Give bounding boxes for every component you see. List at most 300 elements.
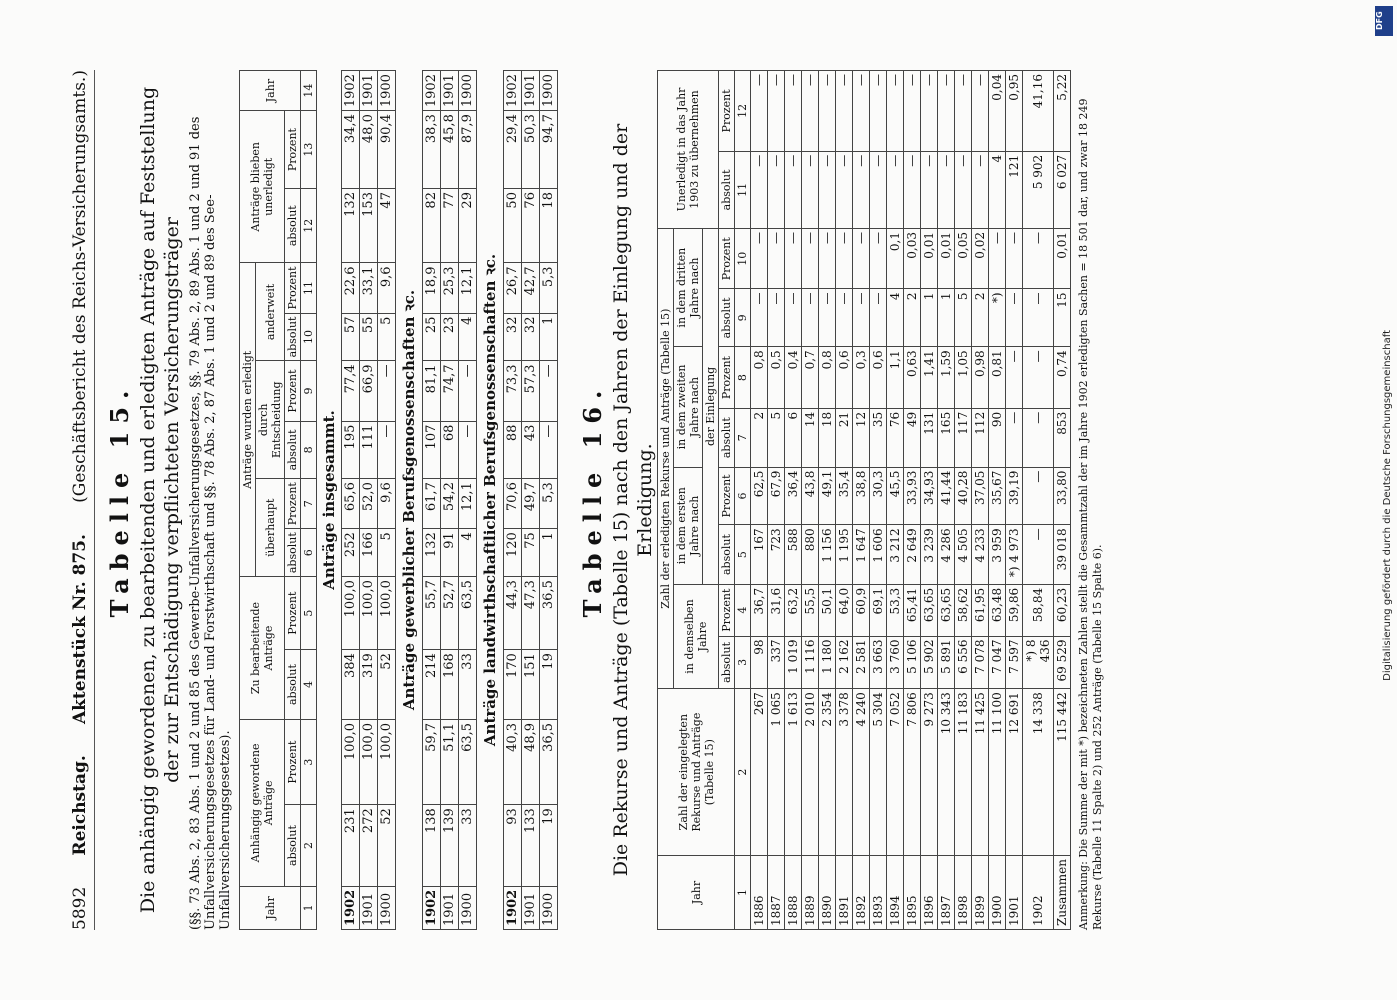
t16-absolut-header: absolut: [719, 289, 735, 347]
table-cell: 1898: [955, 856, 972, 930]
table-cell: 1,05: [955, 347, 972, 408]
t16-col-derselben: in demselben Jahre: [674, 584, 719, 688]
total-cell: 60,23: [1054, 584, 1071, 636]
table-cell: —: [802, 151, 819, 228]
table-cell: 0,01: [938, 228, 955, 289]
table-cell: 40,3: [504, 719, 522, 804]
table-cell: 231: [342, 805, 360, 887]
table15-title: Tabelle 15.: [105, 382, 134, 618]
table15-note: (§§. 73 Abs. 2, 83 Abs. 1 und 2 und 85 des Gewerbe-Unfallversicherungsgesetzes, §§. 79 Abs. 2, 89 Abs. 1 und 2 und 91 des Unfallversicherungsgesetzes für Land- und Forstwirthschaft und §§. 78 Abs. 2, 87 Abs. 1 und 2 und 89 des See-Unfallversicherungsgesetzes).: [188, 116, 233, 930]
t15-absolut-header: absolut: [285, 313, 301, 361]
table-cell: 5 106: [904, 636, 921, 689]
total-cell: 15: [1054, 289, 1071, 347]
table-cell: 214: [423, 650, 441, 720]
table-cell: 88: [504, 421, 522, 479]
table-cell: 0,1: [887, 228, 904, 289]
table-cell: 168: [441, 650, 459, 720]
table-cell: 1902: [423, 886, 441, 929]
table-cell: —: [802, 289, 819, 347]
header-right: (Geschäftsbericht des Reichs-Versicherungsamts.): [70, 70, 90, 503]
table-cell: —: [459, 421, 477, 479]
table-cell: 93: [504, 805, 522, 887]
table-cell: 14: [802, 408, 819, 467]
table-cell: 1891: [836, 856, 853, 930]
table-cell: 1 606: [870, 525, 887, 585]
t16-colnum: 9: [735, 289, 751, 347]
t16-col-jahr: Jahr: [658, 856, 735, 930]
table-cell: 73,3: [504, 361, 522, 421]
table-cell: 54,2: [441, 479, 459, 529]
table-cell: —: [921, 151, 938, 228]
table-cell: 29,4: [504, 111, 522, 189]
table-row: [904, 71, 921, 930]
t15-absolut-header: absolut: [285, 650, 301, 720]
table-cell: 51,1: [441, 719, 459, 804]
t15-absolut-header: absolut: [285, 421, 301, 479]
table-cell: 33: [459, 650, 477, 720]
table-cell: 29: [459, 189, 477, 263]
total-cell: 39 018: [1054, 525, 1071, 585]
table-cell: 121: [1006, 151, 1023, 228]
table-row: [360, 71, 378, 930]
table-cell: 0,98: [972, 347, 989, 408]
table-cell: 5 902: [921, 636, 938, 689]
table-cell: 4 233: [972, 525, 989, 585]
table-cell: 4 286: [938, 525, 955, 585]
table-cell: 35,67: [989, 467, 1006, 525]
table-cell: 45,5: [887, 467, 904, 525]
table-cell: 0,6: [836, 347, 853, 408]
t15-colnum: 6: [301, 529, 317, 577]
table-cell: 100,0: [342, 577, 360, 650]
table-cell: —: [768, 71, 785, 152]
table-cell: 3 378: [836, 689, 853, 856]
table-cell: 25: [423, 313, 441, 361]
table-cell: 63,65: [938, 584, 955, 636]
table-cell: 52,7: [441, 577, 459, 650]
table-row: [853, 71, 870, 930]
table-cell: 63,2: [785, 584, 802, 636]
table-cell: —: [540, 421, 558, 479]
t15-col-jahr: Jahr: [240, 886, 301, 929]
header-doc: Aktenstück Nr. 875.: [70, 534, 90, 725]
table-cell: 48,9: [522, 719, 540, 804]
table-cell: 32: [504, 313, 522, 361]
table-cell: —: [938, 151, 955, 228]
table-cell: —: [459, 361, 477, 421]
table-cell: 880: [802, 525, 819, 585]
table-cell: 1,1: [887, 347, 904, 408]
table-cell: *): [989, 289, 1006, 347]
total-cell: 853: [1054, 408, 1071, 467]
table-cell: 1901: [441, 71, 459, 111]
table-cell: 36,4: [785, 467, 802, 525]
table-cell: 52: [378, 650, 396, 720]
table-cell: 0,8: [819, 347, 836, 408]
table-row: [1006, 71, 1023, 930]
table-cell: 14 338: [1023, 689, 1054, 856]
t15-section-row: [396, 71, 423, 930]
table-cell: 6: [785, 408, 802, 467]
table-cell: 100,0: [378, 719, 396, 804]
table-cell: 0,02: [972, 228, 989, 289]
table-cell: —: [870, 151, 887, 228]
table-cell: 36,5: [540, 719, 558, 804]
t16-colnum: 1: [735, 856, 751, 930]
table-cell: —: [819, 228, 836, 289]
table-cell: 41,16: [1023, 71, 1054, 152]
t15-absolut-header: absolut: [285, 529, 301, 577]
table-cell: 59,86: [1006, 584, 1023, 636]
table-cell: 47: [378, 189, 396, 263]
t15-col-ueberhaupt: überhaupt: [256, 479, 285, 577]
t15-col-jahr-right: Jahr: [240, 71, 301, 111]
table-cell: 12,1: [459, 479, 477, 529]
t15-prozent-header: Prozent: [285, 577, 301, 650]
table-cell: —: [1006, 347, 1023, 408]
table-cell: 12 691: [1006, 689, 1023, 856]
table-cell: 45,8: [441, 111, 459, 189]
table-cell: 1902: [423, 71, 441, 111]
t16-colnum: 6: [735, 467, 751, 525]
table-cell: 1900: [989, 856, 1006, 930]
table-cell: 60,9: [853, 584, 870, 636]
t15-section-label: Anträge insgesammt.: [317, 71, 342, 930]
table-cell: —: [836, 71, 853, 152]
table-cell: 112: [972, 408, 989, 467]
t16-absolut-header: absolut: [719, 408, 735, 467]
table-row: [955, 71, 972, 930]
table-cell: 65,41: [904, 584, 921, 636]
table-cell: —: [1023, 408, 1054, 467]
t16-prozent-header: Prozent: [719, 347, 735, 408]
table-cell: —: [378, 361, 396, 421]
table-cell: —: [904, 151, 921, 228]
table-cell: —: [870, 228, 887, 289]
table-cell: 1 116: [802, 636, 819, 689]
table-cell: —: [751, 151, 768, 228]
table-cell: —: [836, 289, 853, 347]
table-cell: 2 581: [853, 636, 870, 689]
table-cell: 4: [459, 313, 477, 361]
table-cell: 100,0: [342, 719, 360, 804]
table-cell: 63,65: [921, 584, 938, 636]
table-cell: —: [751, 228, 768, 289]
table-cell: 31,6: [768, 584, 785, 636]
table-cell: 63,5: [459, 719, 477, 804]
table-cell: 167: [751, 525, 768, 585]
table-cell: 7 806: [904, 689, 921, 856]
table-cell: —: [819, 289, 836, 347]
table-cell: 77: [441, 189, 459, 263]
table-cell: —: [819, 71, 836, 152]
table-cell: 6 556: [955, 636, 972, 689]
table-cell: 9 273: [921, 689, 938, 856]
total-cell: 115 442: [1054, 689, 1071, 856]
table-cell: 1,41: [921, 347, 938, 408]
table-cell: *) 8 436: [1023, 636, 1054, 689]
table-cell: 91: [441, 529, 459, 577]
table-row: [921, 71, 938, 930]
table-cell: 165: [938, 408, 955, 467]
table-cell: 65,6: [342, 479, 360, 529]
t15-col-unerledigt: Anträge blieben unerledigt: [240, 111, 285, 263]
table-row: [540, 71, 558, 930]
table-cell: —: [1023, 347, 1054, 408]
table-cell: —: [972, 71, 989, 152]
table-cell: 18,9: [423, 263, 441, 313]
table-cell: 133: [522, 805, 540, 887]
table-cell: 18: [819, 408, 836, 467]
table-row: [459, 71, 477, 930]
table-cell: 49,1: [819, 467, 836, 525]
table-cell: 18: [540, 189, 558, 263]
table-cell: 0,4: [785, 347, 802, 408]
table-cell: 1899: [972, 856, 989, 930]
table-cell: 1894: [887, 856, 904, 930]
table-cell: 25,3: [441, 263, 459, 313]
t15-section-row: [477, 71, 504, 930]
t15-colnum: 9: [301, 361, 317, 421]
table-cell: 90: [989, 408, 1006, 467]
table-cell: 5 902: [1023, 151, 1054, 228]
table-cell: 111: [360, 421, 378, 479]
t15-section-label: Anträge gewerblicher Berufsgenossenschaften ꝛc.: [396, 71, 423, 930]
table-cell: —: [853, 289, 870, 347]
table-cell: 87,9: [459, 111, 477, 189]
table-cell: 319: [360, 650, 378, 720]
table-cell: 35: [870, 408, 887, 467]
table-cell: 151: [522, 650, 540, 720]
table-row: [522, 71, 540, 930]
table-cell: 1 019: [785, 636, 802, 689]
t16-colnum: 7: [735, 408, 751, 467]
dfg-logo: DFG: [1375, 6, 1393, 36]
table-cell: 59,7: [423, 719, 441, 804]
table-cell: 74,7: [441, 361, 459, 421]
total-cell: 6 027: [1054, 151, 1071, 228]
table-cell: 63,5: [459, 577, 477, 650]
table-cell: —: [1006, 228, 1023, 289]
table-cell: 0,04: [989, 71, 1006, 152]
table-cell: *) 4 973: [1006, 525, 1023, 585]
table-cell: —: [378, 421, 396, 479]
t15-prozent-header: Prozent: [285, 263, 301, 313]
t15-colnum: 3: [301, 719, 317, 804]
table-cell: 1900: [459, 886, 477, 929]
table-cell: 57: [342, 313, 360, 361]
t15-colnum: 13: [301, 111, 317, 189]
table-cell: 1901: [522, 886, 540, 929]
table-cell: —: [955, 71, 972, 152]
table-cell: 120: [504, 529, 522, 577]
table-cell: —: [955, 151, 972, 228]
table-cell: 1900: [540, 886, 558, 929]
table-cell: 9,6: [378, 479, 396, 529]
table-cell: 7 597: [1006, 636, 1023, 689]
table-cell: 1901: [360, 71, 378, 111]
table-cell: 82: [423, 189, 441, 263]
table-cell: 4 240: [853, 689, 870, 856]
table-cell: —: [870, 289, 887, 347]
table-cell: 70,6: [504, 479, 522, 529]
table-cell: 723: [768, 525, 785, 585]
table-cell: 1: [540, 529, 558, 577]
table-cell: 55: [360, 313, 378, 361]
t16-prozent-header: Prozent: [719, 228, 735, 289]
table-cell: 10 343: [938, 689, 955, 856]
table-row: [751, 71, 768, 930]
table-cell: —: [768, 228, 785, 289]
t16-col-der-einlegung: der Einlegung: [703, 228, 719, 584]
table-cell: 1902: [1023, 856, 1054, 930]
table-cell: 1 065: [768, 689, 785, 856]
table-cell: 1887: [768, 856, 785, 930]
table-cell: 69,1: [870, 584, 887, 636]
table-cell: —: [802, 71, 819, 152]
table-row: [802, 71, 819, 930]
table-cell: —: [768, 289, 785, 347]
table-cell: 1896: [921, 856, 938, 930]
page-number: 5892: [70, 886, 90, 930]
table15: [239, 70, 558, 930]
t15-col-erledigt: Anträge wurden erledigt: [240, 263, 256, 577]
table-cell: 5 891: [938, 636, 955, 689]
table-row: [785, 71, 802, 930]
table-cell: 33,1: [360, 263, 378, 313]
table-cell: —: [836, 151, 853, 228]
page-header: [70, 70, 95, 930]
table-cell: 68: [441, 421, 459, 479]
table-cell: 35,4: [836, 467, 853, 525]
table-cell: —: [972, 151, 989, 228]
table15-caption: Die anhängig gewordenen, zu bearbeitenden und erledigten Anträge auf Feststellung der zur Entschädigung verpflichteten Versicherungsträger: [137, 86, 183, 914]
table-cell: —: [1023, 467, 1054, 525]
table-row: [441, 71, 459, 930]
table-cell: 132: [342, 189, 360, 263]
table-cell: 1892: [853, 856, 870, 930]
table-cell: 23: [441, 313, 459, 361]
table-cell: 12,1: [459, 263, 477, 313]
t16-prozent-header: Prozent: [719, 71, 735, 152]
table-cell: 1901: [360, 886, 378, 929]
table-row: [870, 71, 887, 930]
table-cell: 66,9: [360, 361, 378, 421]
table-cell: 5: [378, 529, 396, 577]
table-cell: 1: [921, 289, 938, 347]
table-cell: 98: [751, 636, 768, 689]
t15-prozent-header: Prozent: [285, 111, 301, 189]
table-row: [504, 71, 522, 930]
table-cell: —: [853, 228, 870, 289]
table-cell: 4: [989, 151, 1006, 228]
t15-colnum: 14: [301, 71, 317, 111]
t15-prozent-header: Prozent: [285, 479, 301, 529]
table-cell: 1902: [342, 886, 360, 929]
table-cell: 1900: [378, 886, 396, 929]
table-cell: 5: [378, 313, 396, 361]
header-left: Reichstag.: [70, 755, 90, 856]
table-cell: 3 663: [870, 636, 887, 689]
table-cell: 0,01: [921, 228, 938, 289]
table-cell: 76: [887, 408, 904, 467]
sidebar-credit: Digitalisierung gefördert durch die Deutsche Forschungsgemeinschaft: [1382, 330, 1393, 681]
table-cell: 42,7: [522, 263, 540, 313]
table-cell: 52: [378, 805, 396, 887]
table-cell: —: [768, 151, 785, 228]
t16-colnum: 2: [735, 689, 751, 856]
table-cell: 19: [540, 805, 558, 887]
t15-colnum: 8: [301, 421, 317, 479]
table-row: [342, 71, 360, 930]
t15-absolut-header: absolut: [285, 189, 301, 263]
table-cell: 0,5: [768, 347, 785, 408]
t15-colnum: 5: [301, 577, 317, 650]
t16-colnum: 12: [735, 71, 751, 152]
table-row: [768, 71, 785, 930]
table-cell: 5 304: [870, 689, 887, 856]
table-cell: 0,81: [989, 347, 1006, 408]
table-cell: —: [887, 151, 904, 228]
table-cell: 1 613: [785, 689, 802, 856]
table-cell: 3 760: [887, 636, 904, 689]
table-cell: 1902: [342, 71, 360, 111]
t15-col-zu-bearbeitende: Zu bearbeitende Anträge: [240, 577, 285, 720]
table-cell: 0,3: [853, 347, 870, 408]
table-cell: 272: [360, 805, 378, 887]
table-cell: 38,8: [853, 467, 870, 525]
table-cell: —: [819, 151, 836, 228]
table-cell: 11 183: [955, 689, 972, 856]
table-cell: —: [751, 71, 768, 152]
table-cell: 100,0: [360, 719, 378, 804]
t15-colnum: 1: [301, 886, 317, 929]
total-row: [1054, 71, 1071, 930]
table-cell: 1 195: [836, 525, 853, 585]
table-cell: 0,95: [1006, 71, 1023, 152]
table-cell: —: [870, 71, 887, 152]
table-cell: 58,62: [955, 584, 972, 636]
table-cell: 30,3: [870, 467, 887, 525]
table-cell: 337: [768, 636, 785, 689]
table-cell: 153: [360, 189, 378, 263]
t16-absolut-header: absolut: [719, 151, 735, 228]
total-cell: 69 529: [1054, 636, 1071, 689]
table-row: [1023, 71, 1054, 930]
t15-section-row: [317, 71, 342, 930]
table-cell: 267: [751, 689, 768, 856]
table-cell: 2 010: [802, 689, 819, 856]
table-cell: 166: [360, 529, 378, 577]
table-cell: 131: [921, 408, 938, 467]
t15-colnum: 12: [301, 189, 317, 263]
table-cell: 55,7: [423, 577, 441, 650]
table-cell: 55,5: [802, 584, 819, 636]
table-cell: 62,5: [751, 467, 768, 525]
t16-col-unerledigt: Unerledigt in das Jahr 1903 zu übernehmen: [658, 71, 719, 229]
table-cell: —: [989, 228, 1006, 289]
table-cell: 132: [423, 529, 441, 577]
table-cell: —: [853, 71, 870, 152]
table-cell: 41,44: [938, 467, 955, 525]
table-cell: 5: [955, 289, 972, 347]
t16-colnum: 11: [735, 151, 751, 228]
table-cell: 1901: [1006, 856, 1023, 930]
table-row: [423, 71, 441, 930]
table-cell: 40,28: [955, 467, 972, 525]
table-cell: 26,7: [504, 263, 522, 313]
table-cell: 81,1: [423, 361, 441, 421]
